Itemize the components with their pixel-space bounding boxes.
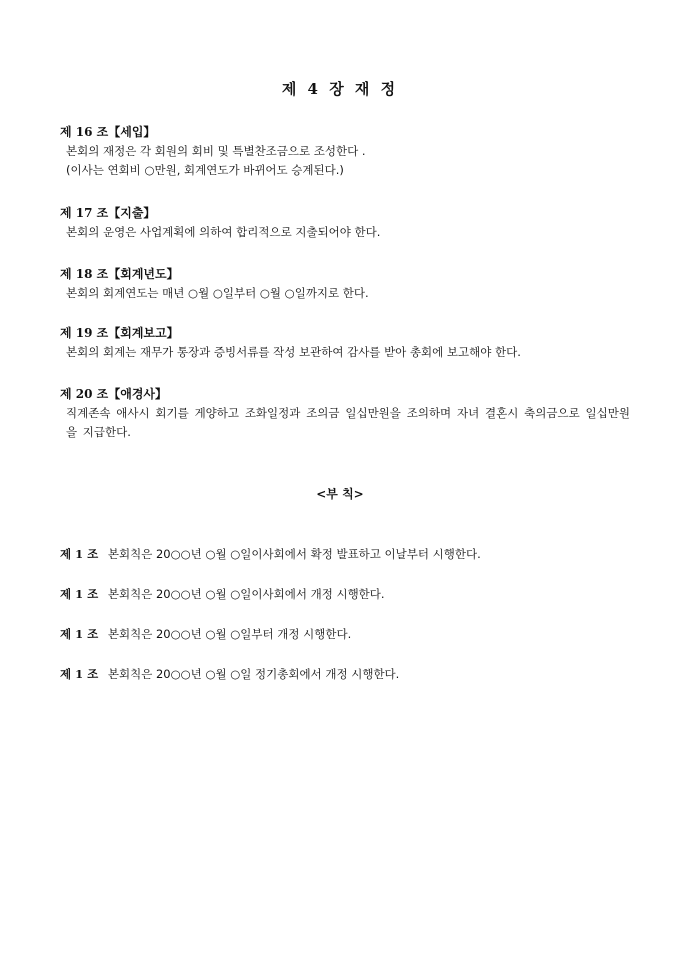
article-text: 본회의 운영은 사업계획에 의하여 합리적으로 지출되어야 한다. bbox=[66, 225, 381, 239]
article-18 bbox=[60, 265, 630, 303]
article-19 bbox=[60, 324, 630, 362]
article-text: (이사는 연회비 ○만원, 회계연도가 바뀌어도 승계된다.) bbox=[66, 163, 344, 177]
article-heading: 제 19 조【회계보고】 bbox=[60, 326, 179, 340]
supplementary-text: 본회칙은 20○○년 ○월 ○일이사회에서 확정 발표하고 이날부터 시행한다. bbox=[107, 547, 481, 561]
supplementary-item bbox=[60, 665, 640, 683]
supplementary-item bbox=[60, 545, 640, 563]
supplementary-number: 제 1 조 bbox=[60, 627, 99, 641]
article-text: 본회의 회계연도는 매년 ○월 ○일부터 ○월 ○일까지로 한다. bbox=[66, 286, 369, 300]
article-17 bbox=[60, 204, 630, 242]
article-heading: 제 17 조【지출】 bbox=[60, 206, 156, 220]
article-heading: 제 16 조【세입】 bbox=[60, 125, 156, 139]
supplementary-text: 본회칙은 20○○년 ○월 ○일부터 개정 시행한다. bbox=[107, 627, 352, 641]
supplementary-item bbox=[60, 625, 640, 643]
chapter-title: 제 4 장 재 정 bbox=[281, 80, 399, 98]
article-text: 본회의 회계는 재무가 통장과 증빙서류를 작성 보관하여 감사를 받아 총회에 보고해야 한다. bbox=[66, 345, 521, 359]
article-20 bbox=[60, 385, 630, 442]
supplementary-item bbox=[60, 585, 640, 603]
article-text: 본회의 재정은 각 회원의 회비 및 특별찬조금으로 조성한다 . bbox=[66, 144, 366, 158]
article-heading: 제 20 조【애경사】 bbox=[60, 387, 168, 401]
article-16 bbox=[60, 123, 630, 180]
supplementary-number: 제 1 조 bbox=[60, 587, 99, 601]
article-heading: 제 18 조【회계년도】 bbox=[60, 267, 179, 281]
supplementary-title: <부 칙> bbox=[316, 487, 364, 501]
article-text: 직계존속 애사시 회기를 게양하고 조화일정과 조의금 일십만원을 조의하며 자녀 결혼시 축의금으로 일십만원을 지급한다. bbox=[66, 406, 630, 439]
supplementary-text: 본회칙은 20○○년 ○월 ○일 정기총회에서 개정 시행한다. bbox=[107, 667, 400, 681]
supplementary-number: 제 1 조 bbox=[60, 547, 99, 561]
supplementary-text: 본회칙은 20○○년 ○월 ○일이사회에서 개정 시행한다. bbox=[107, 587, 385, 601]
supplementary-number: 제 1 조 bbox=[60, 667, 99, 681]
